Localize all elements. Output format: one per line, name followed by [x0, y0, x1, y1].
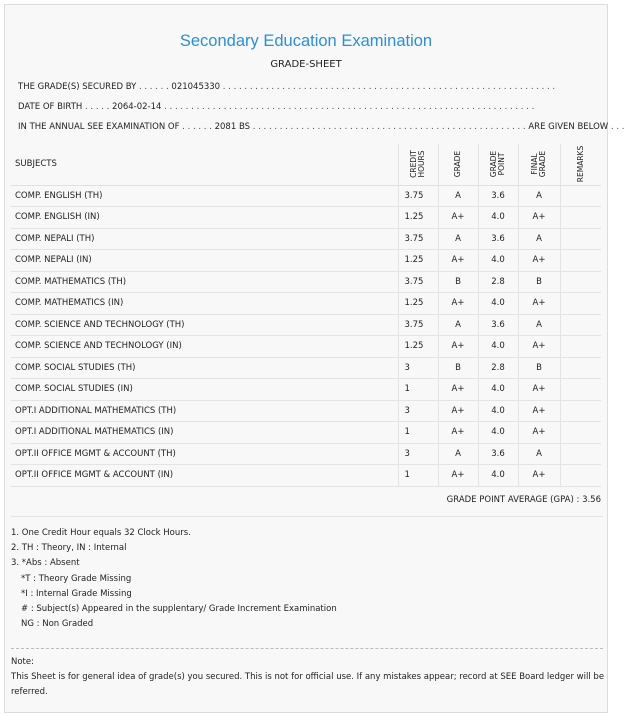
- credit-cell: 3.75: [398, 314, 438, 336]
- grades-table: [11, 144, 601, 487]
- grade-cell: A: [438, 314, 478, 336]
- gpa-line: [447, 495, 601, 505]
- grade-point-cell: 2.8: [478, 271, 518, 293]
- grade-point-cell: 3.6: [478, 185, 518, 207]
- table-row: [11, 443, 601, 465]
- note-item: *T : Theory Grade Missing: [21, 573, 132, 584]
- subjects-header: SUBJECTS: [11, 144, 398, 185]
- credit-cell: 3.75: [398, 228, 438, 250]
- note-item: 1. One Credit Hour equals 32 Clock Hours.: [11, 528, 191, 538]
- final-grade-cell: A+: [518, 422, 560, 444]
- remarks-cell: [560, 465, 601, 487]
- remarks-cell: [560, 357, 601, 379]
- final-grade-cell: A+: [518, 293, 560, 315]
- exam-suffix: ARE GIVEN BELOW: [528, 122, 609, 132]
- page-title: Secondary Education Examination: [179, 32, 433, 50]
- remarks-header: REMARKS: [560, 144, 601, 185]
- dashed-divider: [11, 648, 603, 649]
- grade-point-cell: 4.0: [478, 465, 518, 487]
- subject-cell: COMP. MATHEMATICS (IN): [11, 293, 398, 315]
- grade-point-cell: 4.0: [478, 379, 518, 401]
- grade-point-cell: 4.0: [478, 400, 518, 422]
- dob-label: DATE OF BIRTH: [18, 102, 83, 112]
- subject-cell: COMP. NEPALI (TH): [11, 228, 398, 250]
- table-row: [11, 207, 601, 229]
- final-grade-cell: A+: [518, 207, 560, 229]
- final-grade-cell: B: [518, 271, 560, 293]
- credit-cell: 1.25: [398, 207, 438, 229]
- subject-cell: COMP. SOCIAL STUDIES (TH): [11, 357, 398, 379]
- table-row: [11, 465, 601, 487]
- remarks-cell: [560, 207, 601, 229]
- final-grade-cell: A+: [518, 379, 560, 401]
- grade-cell: A+: [438, 422, 478, 444]
- credit-cell: 1.25: [398, 293, 438, 315]
- credit-cell: 1.25: [398, 250, 438, 272]
- grade-point-cell: 4.0: [478, 336, 518, 358]
- grade-point-cell: 3.6: [478, 443, 518, 465]
- grade-point-header: GRADE POINT: [478, 144, 518, 185]
- table-row: [11, 271, 601, 293]
- table-row: [11, 379, 601, 401]
- footer-note-label: Note:: [11, 657, 34, 667]
- grade-cell: A+: [438, 379, 478, 401]
- final-grade-cell: A: [518, 185, 560, 207]
- page-subtitle: GRADE-SHEET: [270, 59, 342, 70]
- secured-by-line: THE GRADE(S) SECURED BY . . . . . . 021045330 . . . . . . . . . . . . . . . . . . . . . . . . . . . . . . . . . . . . . . . . . . . . . . . . . . . . . . . . . . . . . .: [18, 82, 556, 92]
- subject-cell: COMP. SOCIAL STUDIES (IN): [11, 379, 398, 401]
- subject-cell: COMP. ENGLISH (IN): [11, 207, 398, 229]
- final-grade-cell: A: [518, 314, 560, 336]
- credit-cell: 1: [398, 379, 438, 401]
- remarks-cell: [560, 271, 601, 293]
- grade-point-cell: 3.6: [478, 228, 518, 250]
- subject-cell: OPT.I ADDITIONAL MATHEMATICS (IN): [11, 422, 398, 444]
- remarks-cell: [560, 336, 601, 358]
- final-grade-cell: A: [518, 228, 560, 250]
- subject-cell: COMP. SCIENCE AND TECHNOLOGY (IN): [11, 336, 398, 358]
- table-row: [11, 293, 601, 315]
- final-grade-cell: A+: [518, 250, 560, 272]
- final-grade-cell: B: [518, 357, 560, 379]
- footer-note: [11, 655, 605, 700]
- table-row: [11, 314, 601, 336]
- grade-cell: A+: [438, 400, 478, 422]
- remarks-cell: [560, 443, 601, 465]
- exam-value: 2081 BS: [214, 122, 251, 132]
- subject-cell: OPT.II OFFICE MGMT & ACCOUNT (IN): [11, 465, 398, 487]
- exam-line: IN THE ANNUAL SEE EXAMINATION OF . . . . . . 2081 BS . . . . . . . . . . . . . . . . . . . . . . . . . . . . . . . . . . . . . . . . . . . . . . . . . . . ARE GIVEN BELOW . . .: [18, 122, 624, 132]
- grade-cell: A+: [438, 336, 478, 358]
- note-item: NG : Non Graded: [21, 619, 94, 630]
- dob-value: 2064-02-14: [112, 102, 162, 112]
- divider: [11, 516, 603, 517]
- grade-cell: A: [438, 228, 478, 250]
- credit-cell: 3.75: [398, 185, 438, 207]
- credit-cell: 1: [398, 465, 438, 487]
- exam-label: IN THE ANNUAL SEE EXAMINATION OF: [18, 122, 180, 132]
- grade-point-cell: 4.0: [478, 293, 518, 315]
- grade-header: GRADE: [438, 144, 478, 185]
- note-item: 2. TH : Theory, IN : Internal: [11, 543, 127, 554]
- table-row: [11, 336, 601, 358]
- note-item: # : Subject(s) Appeared in the supplentary/ Grade Increment Examination: [21, 604, 337, 615]
- grades-table-body: [11, 185, 601, 486]
- subject-cell: COMP. NEPALI (IN): [11, 250, 398, 272]
- note-item: *I : Internal Grade Missing: [21, 588, 132, 599]
- final-grade-cell: A+: [518, 336, 560, 358]
- subject-cell: OPT.I ADDITIONAL MATHEMATICS (TH): [11, 400, 398, 422]
- grade-cell: A+: [438, 465, 478, 487]
- table-row: [11, 185, 601, 207]
- table-header-row: [11, 144, 601, 185]
- grade-cell: A+: [438, 250, 478, 272]
- remarks-cell: [560, 314, 601, 336]
- grade-cell: A+: [438, 293, 478, 315]
- table-row: [11, 422, 601, 444]
- credit-cell: 3: [398, 357, 438, 379]
- dob-line: DATE OF BIRTH . . . . . 2064-02-14 . . . . . . . . . . . . . . . . . . . . . . . . . . . . . . . . . . . . . . . . . . . . . . . . . . . . . . . . . . . . . . . . . . . . .: [18, 102, 535, 112]
- table-row: [11, 400, 601, 422]
- remarks-cell: [560, 379, 601, 401]
- table-row: [11, 357, 601, 379]
- secured-by-label: THE GRADE(S) SECURED BY: [18, 82, 137, 92]
- credit-cell: 3: [398, 443, 438, 465]
- grade-point-cell: 4.0: [478, 250, 518, 272]
- credit-cell: 3: [398, 400, 438, 422]
- remarks-cell: [560, 250, 601, 272]
- grade-point-cell: 2.8: [478, 357, 518, 379]
- notes-list: [11, 526, 337, 632]
- grade-cell: A: [438, 185, 478, 207]
- credit-cell: 1: [398, 422, 438, 444]
- grade-cell: A: [438, 443, 478, 465]
- subject-cell: COMP. MATHEMATICS (TH): [11, 271, 398, 293]
- remarks-cell: [560, 228, 601, 250]
- final-grade-cell: A+: [518, 465, 560, 487]
- secured-by-value: 021045330: [171, 82, 221, 92]
- footer-note-text: This Sheet is for general idea of grade(s) you secured. This is not for official use. If any mistakes appear; record at SEE Board ledger will be referred.: [11, 672, 605, 697]
- subject-cell: COMP. ENGLISH (TH): [11, 185, 398, 207]
- gpa-label: GRADE POINT AVERAGE (GPA) :: [446, 495, 580, 505]
- credit-hours-header: CREDIT HOURS: [398, 144, 438, 185]
- credit-cell: 1.25: [398, 336, 438, 358]
- remarks-cell: [560, 422, 601, 444]
- credit-cell: 3.75: [398, 271, 438, 293]
- grade-point-cell: 4.0: [478, 422, 518, 444]
- remarks-cell: [560, 185, 601, 207]
- final-grade-header: FINAL GRADE: [518, 144, 560, 185]
- grade-cell: B: [438, 271, 478, 293]
- grade-point-cell: 4.0: [478, 207, 518, 229]
- subject-cell: COMP. SCIENCE AND TECHNOLOGY (TH): [11, 314, 398, 336]
- grade-sheet: [4, 4, 624, 713]
- grade-cell: A+: [438, 207, 478, 229]
- final-grade-cell: A+: [518, 400, 560, 422]
- table-row: [11, 228, 601, 250]
- table-row: [11, 250, 601, 272]
- final-grade-cell: A: [518, 443, 560, 465]
- subject-cell: OPT.II OFFICE MGMT & ACCOUNT (TH): [11, 443, 398, 465]
- grade-cell: B: [438, 357, 478, 379]
- gpa-value: 3.56: [582, 495, 601, 505]
- remarks-cell: [560, 400, 601, 422]
- remarks-cell: [560, 293, 601, 315]
- grade-point-cell: 3.6: [478, 314, 518, 336]
- note-item: 3. *Abs : Absent: [11, 558, 80, 569]
